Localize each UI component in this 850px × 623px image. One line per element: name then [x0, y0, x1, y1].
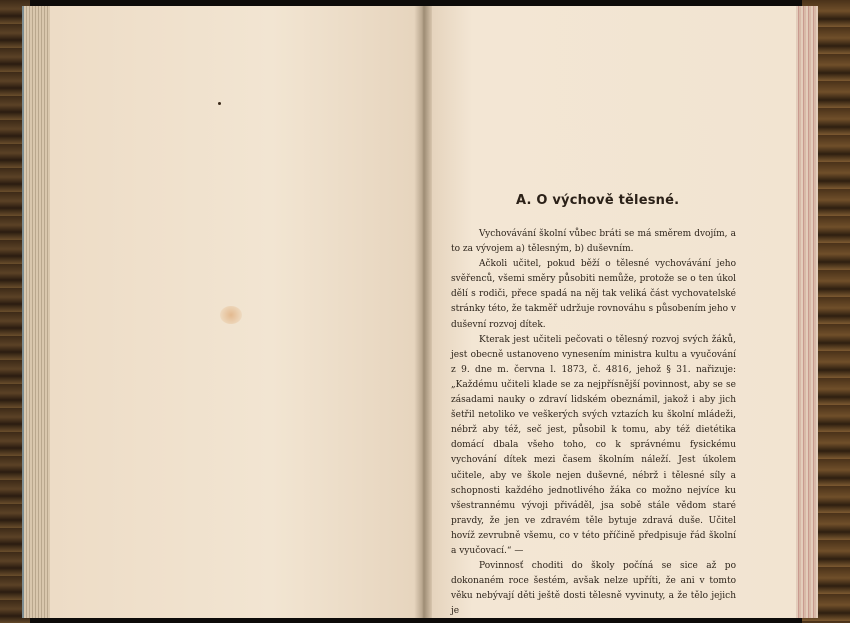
- paragraph-2: Ačkoli učitel, pokud běží o tělesné vychovávání jeho svěřenců, všemi směry působiti nemůže, protože se o ten úkol dělí s rodiči, přece spadá na něj tak veliká část vychovatelské stránky této, že takměř udržuje rovnováhu s působením jeho v duševní rozvoj dítek.: [451, 259, 736, 330]
- paper-speck: [218, 102, 221, 105]
- section-heading: A. O výchově tělesné.: [516, 193, 680, 208]
- paragraph-1: Vychovávání školní vůbec bráti se má směrem dvojím, a to za vývojem a) tělesným, b) duševním.: [451, 229, 736, 255]
- right-page-edges: [796, 6, 818, 618]
- paragraph-4: Povinnosť choditi do školy počíná se sice až po dokonaném roce šestém, avšak nelze upříti, že ani v tomto věku nebývají děti ještě dosti tělesně vyvinuty, a že tělo jejich je: [451, 561, 736, 617]
- paragraph-3: Kterak jest učiteli pečovati o tělesný rozvoj svých žáků, jest obecně ustanoveno vynesením ministra kultu a vyučování z 9. dne m. června l. 1873, č. 4816, jehož § 31. nařizuje: „Každému učiteli klade se za nejpřísnější povinnost, aby se se zásadami nauky o zdraví lidském obeznámil, jakož i aby jich šetřil netoliko ve veškerých svých vztazích ku školní mládeži, nébrž aby též, seč jest, působil k tomu, aby též dietétika domácí dbala všeho toho, co k správnému fysickému vychování dítek mezi časem školním náleží. Jest úkolem učitele, aby ve škole nejen duševné, nébrž i tělesné síly a schopnosti každého jednotlivého žáka co možno nejvíce ku všestrannému vývoji přiváděl, jsa sobě stále vědom staré pravdy, že jen ve zdravém těle bytuje zdravá duše. Učitel hovíž zevrubně všemu, co v této příčině předpisuje řád školní a vyučovací.“ —: [451, 334, 736, 556]
- book-gutter: [414, 6, 432, 618]
- body-text: [451, 227, 736, 619]
- paper-stain: [220, 306, 242, 324]
